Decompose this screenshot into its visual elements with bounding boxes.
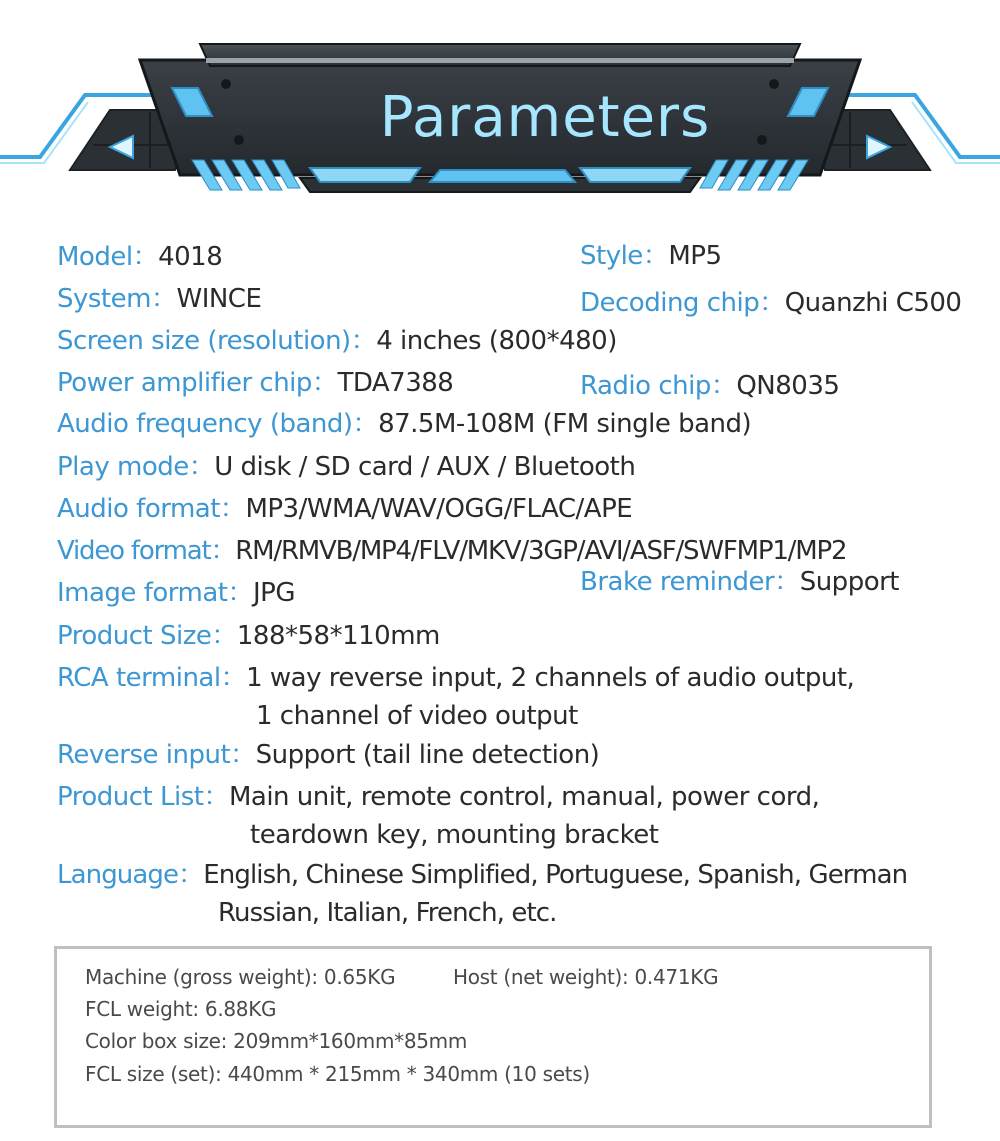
separator: ：: [178, 860, 204, 890]
spec-value: 4 inches (800*480): [376, 326, 617, 356]
spec-decoding-chip: [580, 284, 961, 322]
spec-screen-size: [57, 322, 617, 360]
spec-language: [57, 856, 907, 932]
spec-audio-format: [57, 490, 632, 528]
spec-label: Style: [580, 241, 643, 271]
spec-value: English, Chinese Simplified, Portuguese, Spanish, German: [203, 860, 908, 890]
spec-value: 1 way reverse input, 2 channels of audio output,: [246, 663, 855, 693]
spec-value: Main unit, remote control, manual, power cord,: [228, 782, 820, 812]
spec-audio-frequency: [57, 405, 751, 443]
separator: ：: [188, 452, 215, 482]
color-box-size: Color box size: 209mm*160mm*85mm: [85, 1029, 468, 1053]
spec-label: Decoding chip: [580, 288, 760, 318]
separator: ：: [350, 326, 377, 356]
spec-image-format: [57, 574, 295, 612]
spec-label: Product Size: [57, 621, 212, 651]
spec-power-amplifier-chip: [57, 364, 453, 402]
spec-value: 87.5M-108M (FM single band): [378, 409, 752, 439]
spec-value: QN8035: [736, 371, 840, 401]
separator: ：: [219, 494, 246, 524]
spec-value-continued: Russian, Italian, French, etc.: [218, 898, 557, 928]
spec-value: TDA7388: [337, 368, 454, 398]
spec-value: Support (tail line detection): [255, 740, 600, 770]
spec-label: Image format: [57, 578, 228, 608]
spec-label: RCA terminal: [57, 663, 221, 693]
spec-label: Screen size (resolution): [57, 326, 351, 356]
fcl-weight: FCL weight: 6.88KG: [85, 997, 277, 1021]
separator: ：: [311, 368, 338, 398]
spec-reverse-input: [57, 736, 599, 774]
packing-info-box: [54, 946, 932, 1128]
spec-label: Play mode: [57, 452, 189, 482]
spec-radio-chip: [580, 367, 839, 405]
separator: ：: [230, 740, 256, 770]
separator: ：: [203, 782, 229, 812]
bottom-light-center: [430, 170, 575, 182]
separator: ：: [220, 663, 247, 693]
spec-value-continued: 1 channel of video output: [256, 701, 578, 731]
spec-value: Quanzhi C500: [784, 288, 962, 318]
spec-label: Power amplifier chip: [57, 368, 312, 398]
separator: ：: [210, 536, 236, 566]
spec-label: Audio format: [57, 494, 220, 524]
spec-value: Support: [799, 567, 899, 597]
spec-label: Model: [57, 242, 133, 272]
spec-value: U disk / SD card / AUX / Bluetooth: [214, 452, 636, 482]
spec-model: [57, 238, 222, 276]
spec-system: [57, 280, 261, 318]
spec-product-list: [57, 778, 819, 854]
spec-label: Language: [57, 860, 179, 890]
spec-value: 4018: [158, 242, 223, 272]
spec-product-size: [57, 617, 440, 655]
spec-value-continued: teardown key, mounting bracket: [250, 820, 659, 850]
spec-label: Product List: [57, 782, 204, 812]
spec-label: Video format: [57, 536, 211, 566]
spec-value: RM/RMVB/MP4/FLV/MKV/3GP/AVI/ASF/SWFMP1/MP2: [235, 536, 847, 566]
spec-brake-reminder: [580, 563, 899, 601]
banner-title: Parameters: [379, 85, 711, 150]
gross-weight: Machine (gross weight): 0.65KG: [85, 965, 396, 989]
separator: ：: [132, 242, 159, 272]
separator: ：: [710, 371, 737, 401]
spec-style: [580, 237, 721, 275]
separator: ：: [352, 409, 379, 439]
spec-value: MP3/WMA/WAV/OGG/FLAC/APE: [245, 494, 633, 524]
parameters-banner: [0, 0, 1000, 200]
spec-value: MP5: [668, 241, 722, 271]
spec-rca-terminal: [57, 659, 854, 735]
separator: ：: [642, 241, 669, 271]
separator: ：: [150, 284, 177, 314]
separator: ：: [211, 621, 237, 651]
spec-label: Radio chip: [580, 371, 711, 401]
spec-label: Reverse input: [57, 740, 231, 770]
spec-value: WINCE: [176, 284, 262, 314]
separator: ：: [227, 578, 253, 608]
spec-value: JPG: [252, 578, 295, 608]
fcl-size: FCL size (set): 440mm * 215mm * 340mm (10 sets): [85, 1062, 590, 1086]
spec-play-mode: [57, 448, 635, 486]
separator: ：: [774, 567, 800, 597]
spec-value: 188*58*110mm: [236, 621, 440, 651]
spec-label: System: [57, 284, 151, 314]
separator: ：: [759, 288, 785, 318]
net-weight: Host (net weight): 0.471KG: [453, 965, 719, 989]
spec-label: Brake reminder: [580, 567, 775, 597]
spec-label: Audio frequency (band): [57, 409, 353, 439]
